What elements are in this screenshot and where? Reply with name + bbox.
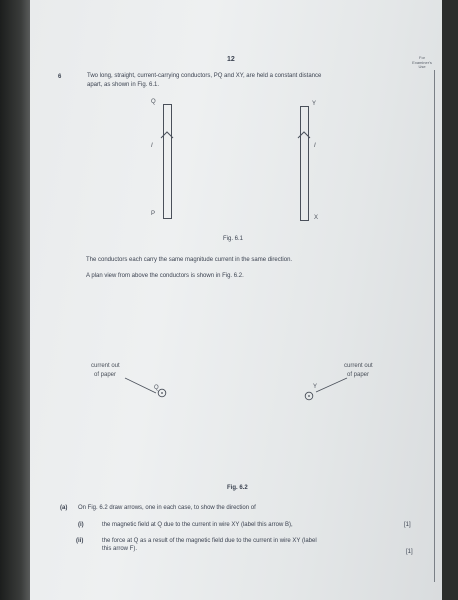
- part-a-i-text: the magnetic field at Q due to the current in wire XY (label this arrow B),: [102, 522, 293, 528]
- text-line-2: A plan view from above the conductors is shown in Fig. 6.2.: [86, 273, 244, 279]
- part-a-label: (a): [60, 505, 68, 511]
- current-arrow-1: [160, 130, 174, 142]
- part-a-ii-label: (ii): [76, 538, 84, 544]
- left-label-line-1: current out: [91, 363, 120, 369]
- label-P: P: [151, 211, 156, 217]
- right-leader-line: [313, 378, 353, 398]
- fig62-label-Q: Q: [154, 385, 159, 391]
- question-number: 6: [58, 74, 62, 80]
- label-current-2: I: [314, 143, 316, 149]
- label-Y: Y: [312, 101, 317, 107]
- page-shadow: [0, 0, 30, 600]
- label-current-1: I: [151, 143, 153, 149]
- conductor-XY: [300, 106, 309, 221]
- fig62-label-Y: Y: [313, 384, 318, 390]
- text-line-1: The conductors each carry the same magnitude current in the same direction.: [86, 257, 293, 263]
- part-a-ii-text-2: this arrow F).: [102, 546, 138, 552]
- part-a-i-label: (i): [78, 522, 84, 528]
- margin-line: [434, 70, 435, 582]
- part-a-ii-marks: [1]: [406, 549, 413, 555]
- page-number: 12: [227, 56, 235, 63]
- part-a-text: On Fig. 6.2 draw arrows, one in each case, to show the direction of: [78, 505, 256, 511]
- label-Q: Q: [151, 99, 156, 105]
- part-a-ii-text: the force at Q as a result of the magnetic field due to the current in wire XY (label: [102, 538, 317, 544]
- left-label-line-2: of paper: [94, 372, 117, 378]
- right-label-line-1: current out: [344, 363, 373, 369]
- fig-6-2-caption: Fig. 6.2: [227, 485, 248, 491]
- conductor-PQ: [163, 104, 172, 219]
- current-out-Y-symbol: [304, 391, 314, 401]
- label-X: X: [314, 215, 319, 221]
- question-intro: Two long, straight, current-carrying conductors, PQ and XY, are held a constant distance: [87, 73, 322, 79]
- question-intro-2: apart, as shown in Fig. 6.1.: [87, 82, 160, 88]
- part-a-i-marks: [1]: [404, 522, 411, 528]
- right-label-line-2: of paper: [347, 372, 370, 378]
- examiner-use-note: For Examiner's Use: [412, 55, 432, 69]
- current-out-Q-symbol: [157, 388, 167, 398]
- fig-6-1-caption: Fig. 6.1: [223, 236, 244, 242]
- exam-page: [30, 0, 442, 600]
- current-arrow-2: [297, 130, 311, 142]
